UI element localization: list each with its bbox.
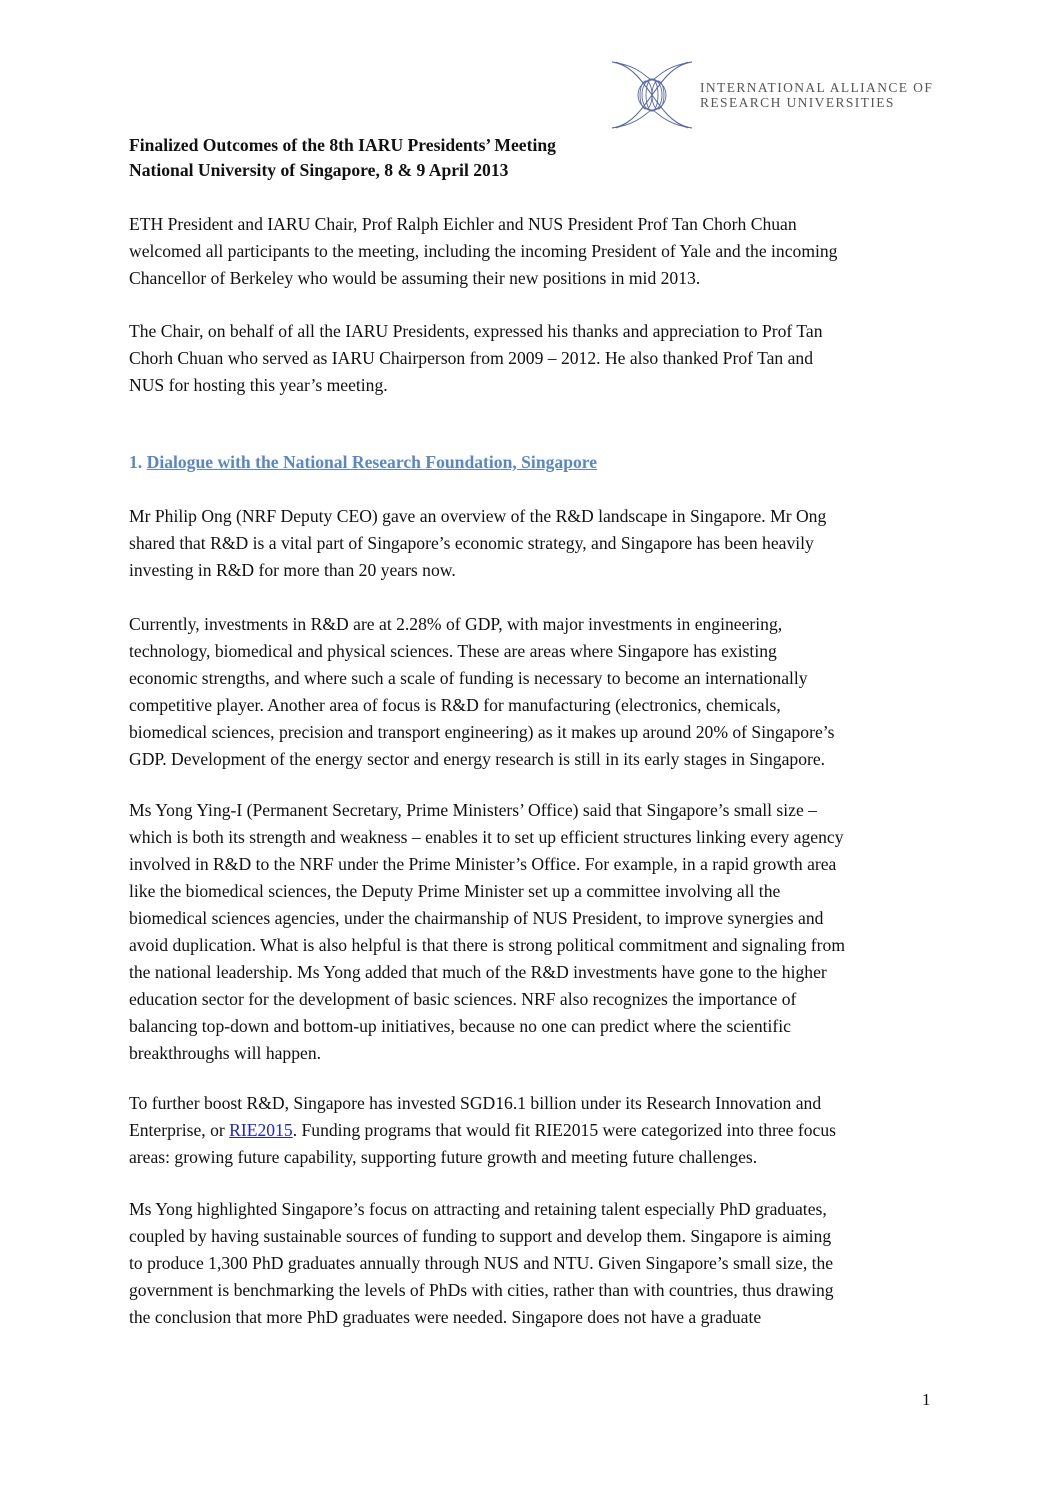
- text-line: areas: growing future capability, supporting future growth and meeting future challenges.: [129, 1147, 758, 1167]
- iaru-logo: [610, 58, 940, 132]
- text-line: competitive player. Another area of focus is R&D for manufacturing (electronics, chemicals,: [129, 695, 781, 715]
- text-line: economic strengths, and where such a scale of funding is necessary to become an internationally: [129, 668, 808, 688]
- text-line: Ms Yong highlighted Singapore’s focus on attracting and retaining talent especially PhD graduates,: [129, 1199, 827, 1219]
- text-line: ETH President and IARU Chair, Prof Ralph Eichler and NUS President Prof Tan Chorh Chuan: [129, 214, 797, 234]
- intro-paragraph-1: [129, 211, 944, 292]
- logo-text: [700, 80, 933, 110]
- logo-line-2: RESEARCH UNIVERSITIES: [700, 95, 895, 110]
- text-line: to produce 1,300 PhD graduates annually through NUS and NTU. Given Singapore’s small size, the: [129, 1253, 834, 1273]
- text-line: Chancellor of Berkeley who would be assuming their new positions in mid 2013.: [129, 268, 701, 288]
- title-line-2: National University of Singapore, 8 & 9 April 2013: [129, 160, 509, 180]
- text-line: biomedical sciences, precision and transport engineering) as it makes up around 20% of Singapore’s: [129, 722, 835, 742]
- title-line-1: Finalized Outcomes of the 8th IARU Presidents’ Meeting: [129, 135, 556, 155]
- page-number: 1: [922, 1390, 931, 1409]
- text-line: [129, 1117, 944, 1144]
- iaru-emblem-icon: [610, 58, 694, 132]
- text-fragment: . Funding programs that would fit RIE2015 were categorized into three focus: [292, 1120, 836, 1140]
- text-line: the national leadership. Ms Yong added that much of the R&D investments have gone to the higher: [129, 962, 827, 982]
- text-line: avoid duplication. What is also helpful is that there is strong political commitment and signaling from: [129, 935, 846, 955]
- text-line: technology, biomedical and physical sciences. These are areas where Singapore has existing: [129, 641, 777, 661]
- text-line: shared that R&D is a vital part of Singapore’s economic strategy, and Singapore has been heavily: [129, 533, 814, 553]
- section-1-paragraph-5: [129, 1196, 944, 1331]
- text-line: coupled by having sustainable sources of funding to support and develop them. Singapore is aiming: [129, 1226, 832, 1246]
- section-1-heading[interactable]: [129, 452, 597, 473]
- section-1-paragraph-4: [129, 1090, 944, 1171]
- intro-paragraph-2: [129, 318, 944, 399]
- text-line: biomedical sciences agencies, under the chairmanship of NUS President, to improve synergies and: [129, 908, 824, 928]
- text-line: like the biomedical sciences, the Deputy Prime Minister set up a committee involving all the: [129, 881, 781, 901]
- document-title: [129, 133, 556, 183]
- section-number: 1.: [129, 452, 143, 472]
- text-line: involved in R&D to the NRF under the Prime Minister’s Office. For example, in a rapid growth area: [129, 854, 837, 874]
- text-line: government is benchmarking the levels of PhDs with cities, rather than with countries, thus drawing: [129, 1280, 834, 1300]
- rie2015-link[interactable]: RIE2015: [229, 1120, 293, 1140]
- section-1-paragraph-3: [129, 797, 944, 1067]
- text-line: To further boost R&D, Singapore has invested SGD16.1 billion under its Research Innovation and: [129, 1093, 822, 1113]
- text-line: The Chair, on behalf of all the IARU Presidents, expressed his thanks and appreciation to Prof Tan: [129, 321, 823, 341]
- text-line: which is both its strength and weakness – enables it to set up efficient structures linking every agency: [129, 827, 844, 847]
- text-line: Chorh Chuan who served as IARU Chairperson from 2009 – 2012. He also thanked Prof Tan and: [129, 348, 813, 368]
- text-line: NUS for hosting this year’s meeting.: [129, 375, 388, 395]
- text-line: breakthroughs will happen.: [129, 1043, 322, 1063]
- logo-line-1: INTERNATIONAL ALLIANCE OF: [700, 80, 934, 95]
- text-line: the conclusion that more PhD graduates were needed. Singapore does not have a graduate: [129, 1307, 762, 1327]
- section-heading-link[interactable]: Dialogue with the National Research Foundation, Singapore: [146, 452, 598, 472]
- text-line: Mr Philip Ong (NRF Deputy CEO) gave an overview of the R&D landscape in Singapore. Mr Ong: [129, 506, 827, 526]
- section-1-paragraph-2: [129, 611, 944, 773]
- text-line: welcomed all participants to the meeting, including the incoming President of Yale and the incoming: [129, 241, 838, 261]
- text-line: education sector for the development of basic sciences. NRF also recognizes the importance of: [129, 989, 797, 1009]
- section-1-paragraph-1: [129, 503, 944, 584]
- text-line: Currently, investments in R&D are at 2.28% of GDP, with major investments in engineering,: [129, 614, 783, 634]
- text-line: balancing top-down and bottom-up initiatives, because no one can predict where the scientific: [129, 1016, 791, 1036]
- text-fragment: Enterprise, or: [129, 1120, 230, 1140]
- text-line: Ms Yong Ying-I (Permanent Secretary, Prime Ministers’ Office) said that Singapore’s small size –: [129, 800, 817, 820]
- text-line: investing in R&D for more than 20 years now.: [129, 560, 456, 580]
- text-line: GDP. Development of the energy sector and energy research is still in its early stages in Singapore.: [129, 749, 826, 769]
